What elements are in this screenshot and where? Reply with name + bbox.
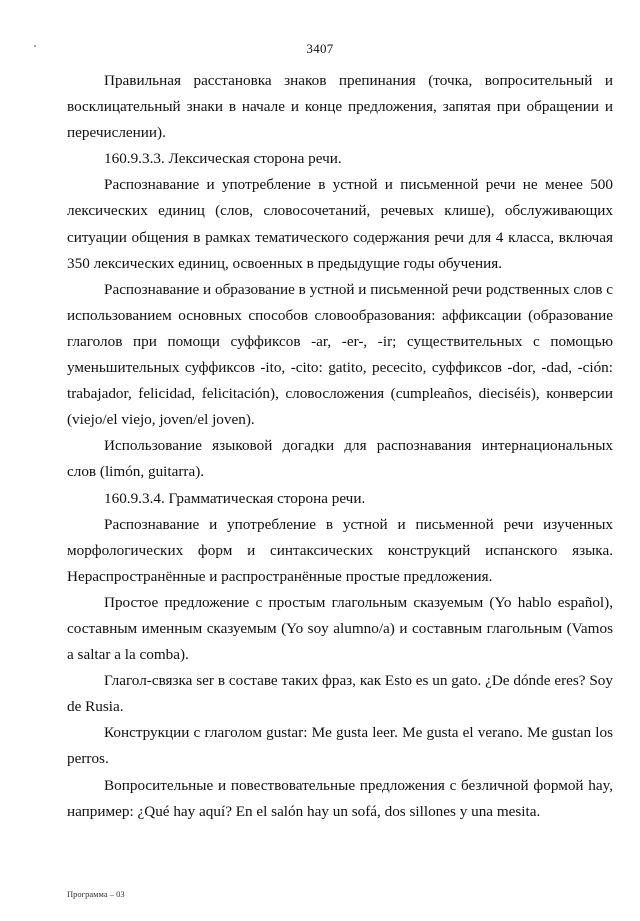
- paragraph-hay: Вопросительные и повествовательные предложения с безличной формой hay, например: ¿Qué hay aquí? En el salón hay un sofá, dos sillones y una mesita.: [67, 776, 613, 820]
- document-body: [67, 68, 613, 825]
- page-footer: Программа – 03: [67, 889, 125, 899]
- paragraph-simple-sentence: Простое предложение с простым глагольным сказуемым (Yo hablo español), составным именным сказуемым (Yo soy alumno/a) и составным глагольным (Vamos a saltar a la comba).: [67, 593, 613, 664]
- paragraph-punctuation: Правильная расстановка знаков препинания (точка, вопросительный и восклицательный знаки в начале и конце предложения, запятая при обращении и перечислении).: [67, 72, 613, 142]
- section-heading-lexical: 160.9.3.3. Лексическая сторона речи.: [104, 150, 342, 168]
- paragraph-lexical-units: Распознавание и употребление в устной и письменной речи не менее 500 лексических единиц (слов, словосочетаний, речевых клише), обслуживающих ситуации общения в рамках тематического содержания речи для 4 класса, включая 350 лексических единиц, освоенных в предыдущие годы обучения.: [67, 176, 613, 272]
- paragraph-grammar-forms: Распознавание и употребление в устной и письменной речи изученных морфологических форм и синтаксических конструкций испанского языка. Нераспространённые и распространённые простые предложения.: [67, 515, 613, 585]
- page-number: 3407: [306, 41, 334, 56]
- section-heading-grammar: 160.9.3.4. Грамматическая сторона речи.: [104, 489, 366, 507]
- paragraph-language-guess: Использование языковой догадки для распознавания интернациональных слов (limón, guitarra).: [67, 437, 613, 481]
- paragraph-ser-verb: Глагол-связка ser в составе таких фраз, как Esto es un gato. ¿De dónde eres? Soy de Rusia.: [67, 672, 613, 716]
- paragraph-word-formation: Распознавание и образование в устной и письменной речи родственных слов с использованием основных способов словообразования: аффиксации (образование глаголов при помощи суффиксов -ar, -er-, -ir; существительных с помощью уменьшительных суффиксов -ito, -cito: gatito, pececito, суффиксов -dor, -dad, -ción: trabajador, felicidad, felicitación), словосложения (cumpleaños, dieciséis), конверсии (viejo/el viejo, joven/el joven).: [67, 280, 613, 429]
- paragraph-gustar: Конструкции с глаголом gustar: Me gusta leer. Me gusta el verano. Me gustan los perros.: [67, 724, 613, 768]
